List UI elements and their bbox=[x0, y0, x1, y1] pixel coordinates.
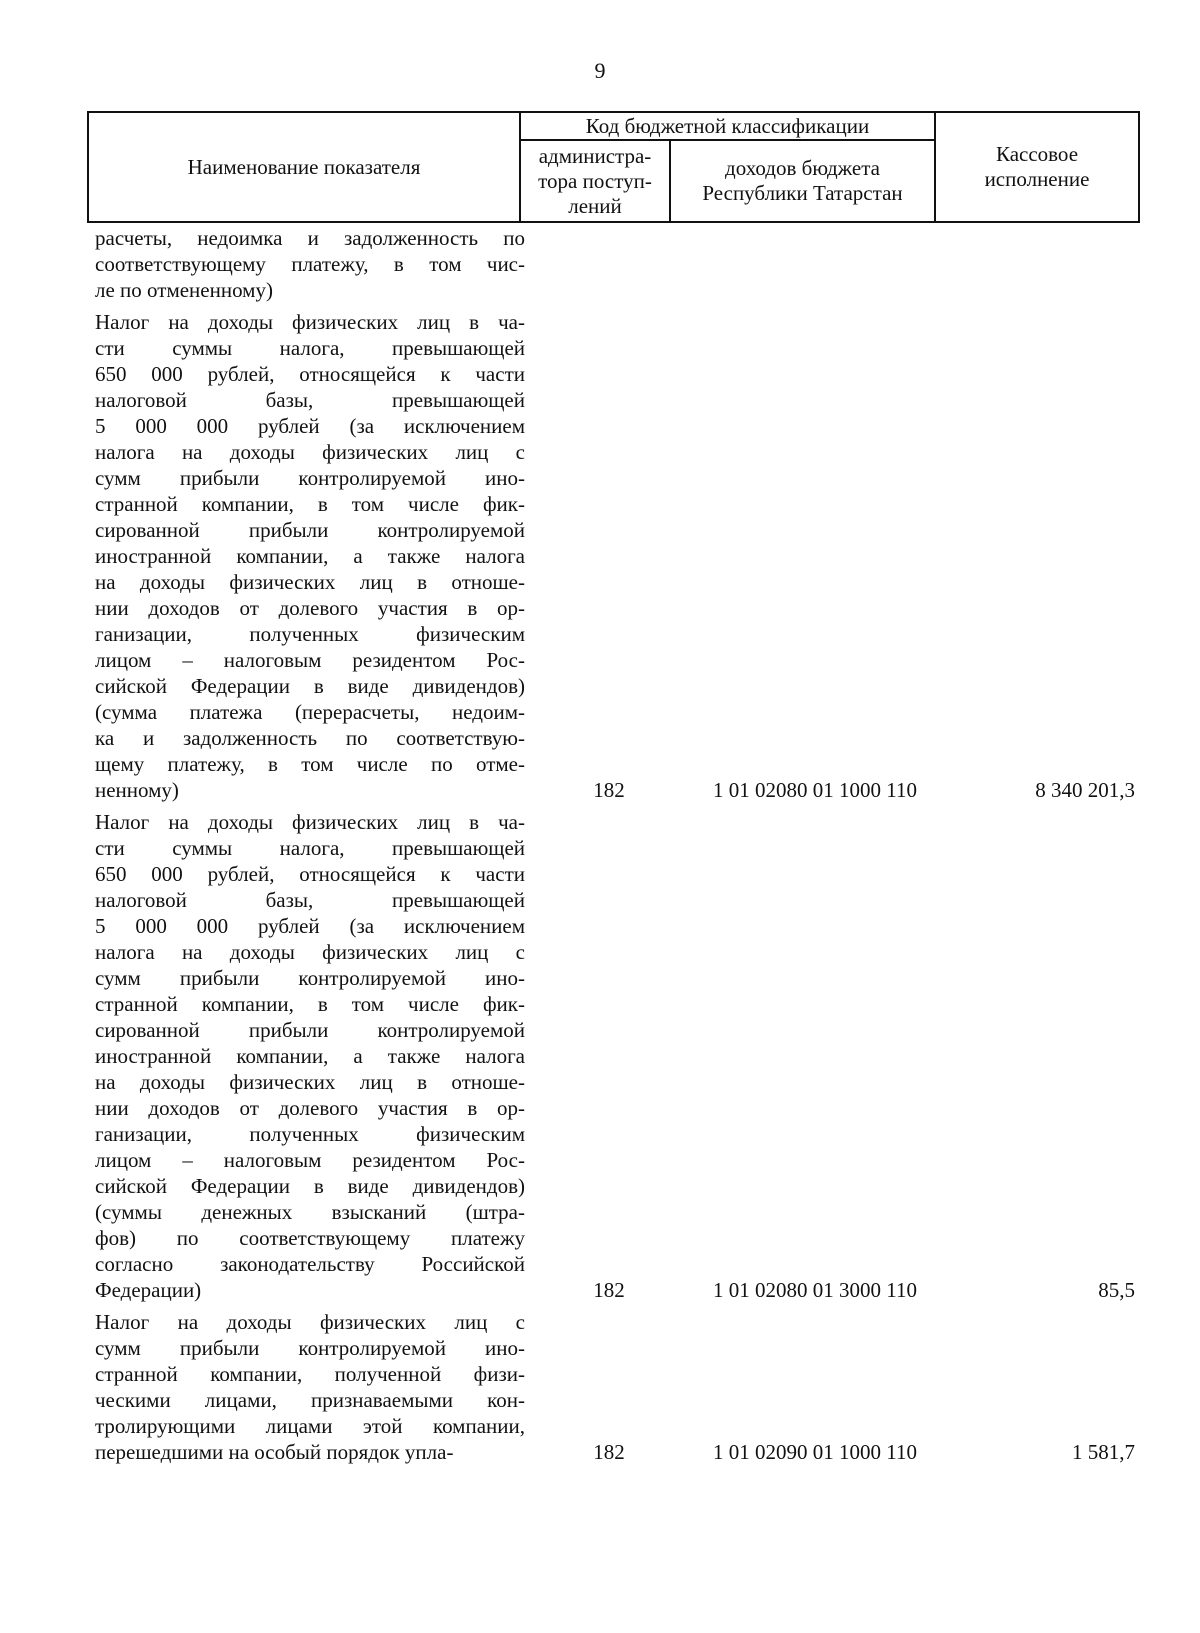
row-admin-code: 182 bbox=[593, 1440, 625, 1464]
row-name-line: Федерации) bbox=[95, 1278, 202, 1302]
header-amount-line: исполнение bbox=[984, 167, 1090, 191]
header-amount-line: Кассовое bbox=[995, 142, 1079, 166]
row-name-line: сумм прибыли контролируемой ино- bbox=[95, 466, 525, 490]
row-name-line: на доходы физических лиц в отноше- bbox=[95, 570, 525, 594]
row-name-line: расчеты, недоимка и задолженность по bbox=[95, 226, 525, 250]
header-admin-line: тора поступ- bbox=[538, 168, 652, 193]
header-revenue bbox=[671, 141, 934, 221]
header-name-label: Наименование показателя bbox=[187, 154, 421, 179]
row-name-line: сти суммы налога, превышающей bbox=[95, 836, 525, 860]
row-budget-code: 1 01 02090 01 1000 110 bbox=[713, 1440, 917, 1464]
table-header bbox=[87, 111, 1140, 223]
row-name-line: странной компании, полученной физи- bbox=[95, 1362, 525, 1386]
row-name-line: Налог на доходы физических лиц с bbox=[95, 1310, 525, 1334]
row-name-line: согласно законодательству Российской bbox=[95, 1252, 525, 1276]
row-name-line: ненному) bbox=[95, 778, 179, 802]
row-name bbox=[95, 225, 525, 303]
row-name-line: налога на доходы физических лиц с bbox=[95, 940, 525, 964]
row-name-line: ле по отмененному) bbox=[95, 278, 273, 302]
row-name-line: 650 000 рублей, относящейся к части bbox=[95, 362, 525, 386]
row-name-line: фов) по соответствующему платежу bbox=[95, 1226, 525, 1250]
header-admin bbox=[521, 141, 669, 221]
row-name-line: ганизации, полученных физическим bbox=[95, 1122, 525, 1146]
page-number: 9 bbox=[594, 58, 606, 83]
row-name-line: сийской Федерации в виде дивидендов) bbox=[95, 674, 525, 698]
row-name-line: налога на доходы физических лиц с bbox=[95, 440, 525, 464]
row-name-line: 5 000 000 рублей (за исключением bbox=[95, 414, 525, 438]
row-name-line: странной компании, в том числе фик- bbox=[95, 992, 525, 1016]
header-code-group bbox=[521, 113, 934, 139]
row-name-line: щему платежу, в том числе по отме- bbox=[95, 752, 525, 776]
row-name-line: лицом – налоговым резидентом Рос- bbox=[95, 1148, 525, 1172]
row-name-line: нии доходов от долевого участия в ор- bbox=[95, 596, 525, 620]
row-name-line: Налог на доходы физических лиц в ча- bbox=[95, 310, 525, 334]
row-name-line: налоговой базы, превышающей bbox=[95, 388, 525, 412]
table-row bbox=[95, 225, 1140, 303]
row-name-line: (суммы денежных взысканий (штра- bbox=[95, 1200, 525, 1224]
header-revenue-line: Республики Татарстан bbox=[702, 181, 903, 205]
row-name-line: тролирующими лицами этой компании, bbox=[95, 1414, 525, 1438]
row-name-line: иностранной компании, а также налога bbox=[95, 544, 525, 568]
row-name-line: ческими лицами, признаваемыми кон- bbox=[95, 1388, 525, 1412]
row-admin-code: 182 bbox=[593, 1278, 625, 1302]
row-name-line: перешедшими на особый порядок упла- bbox=[95, 1440, 454, 1464]
table-row bbox=[95, 809, 1140, 1303]
row-name-line: ка и задолженность по соответствую- bbox=[95, 726, 525, 750]
row-name-line: на доходы физических лиц в отноше- bbox=[95, 1070, 525, 1094]
row-name-line: лицом – налоговым резидентом Рос- bbox=[95, 648, 525, 672]
row-name-line: нии доходов от долевого участия в ор- bbox=[95, 1096, 525, 1120]
table-row bbox=[95, 1309, 1140, 1465]
row-name-line: налоговой базы, превышающей bbox=[95, 888, 525, 912]
row-name bbox=[95, 809, 525, 1303]
row-budget-code: 1 01 02080 01 1000 110 bbox=[713, 778, 917, 802]
row-name-line: сированной прибыли контролируемой bbox=[95, 1018, 525, 1042]
row-admin-code: 182 bbox=[593, 778, 625, 802]
header-code-group-label: Код бюджетной классификации bbox=[585, 113, 870, 138]
header-revenue-line: доходов бюджета bbox=[725, 156, 880, 180]
row-name-line: соответствующему платежу, в том чис- bbox=[95, 252, 525, 276]
row-name-line: Налог на доходы физических лиц в ча- bbox=[95, 810, 525, 834]
row-budget-code: 1 01 02080 01 3000 110 bbox=[713, 1278, 917, 1302]
row-name-line: сированной прибыли контролируемой bbox=[95, 518, 525, 542]
row-name-line: сумм прибыли контролируемой ино- bbox=[95, 1336, 525, 1360]
row-name-line: странной компании, в том числе фик- bbox=[95, 492, 525, 516]
row-name-line: 650 000 рублей, относящейся к части bbox=[95, 862, 525, 886]
row-name bbox=[95, 1309, 525, 1465]
row-name-line: иностранной компании, а также налога bbox=[95, 1044, 525, 1068]
table-row bbox=[95, 309, 1140, 803]
row-amount: 8 340 201,3 bbox=[1035, 778, 1135, 802]
row-name-line: 5 000 000 рублей (за исключением bbox=[95, 914, 525, 938]
row-name-line: сийской Федерации в виде дивидендов) bbox=[95, 1174, 525, 1198]
row-name-line: (сумма платежа (перерасчеты, недоим- bbox=[95, 700, 525, 724]
table-body bbox=[95, 225, 1140, 1465]
row-name-line: сти суммы налога, превышающей bbox=[95, 336, 525, 360]
header-name bbox=[89, 113, 519, 221]
row-name bbox=[95, 309, 525, 803]
row-amount: 85,5 bbox=[1098, 1278, 1135, 1302]
row-name-line: ганизации, полученных физическим bbox=[95, 622, 525, 646]
header-amount bbox=[936, 113, 1138, 221]
header-admin-line: администра- bbox=[538, 143, 652, 168]
row-amount: 1 581,7 bbox=[1072, 1440, 1135, 1464]
header-admin-line: лений bbox=[568, 193, 622, 218]
row-name-line: сумм прибыли контролируемой ино- bbox=[95, 966, 525, 990]
